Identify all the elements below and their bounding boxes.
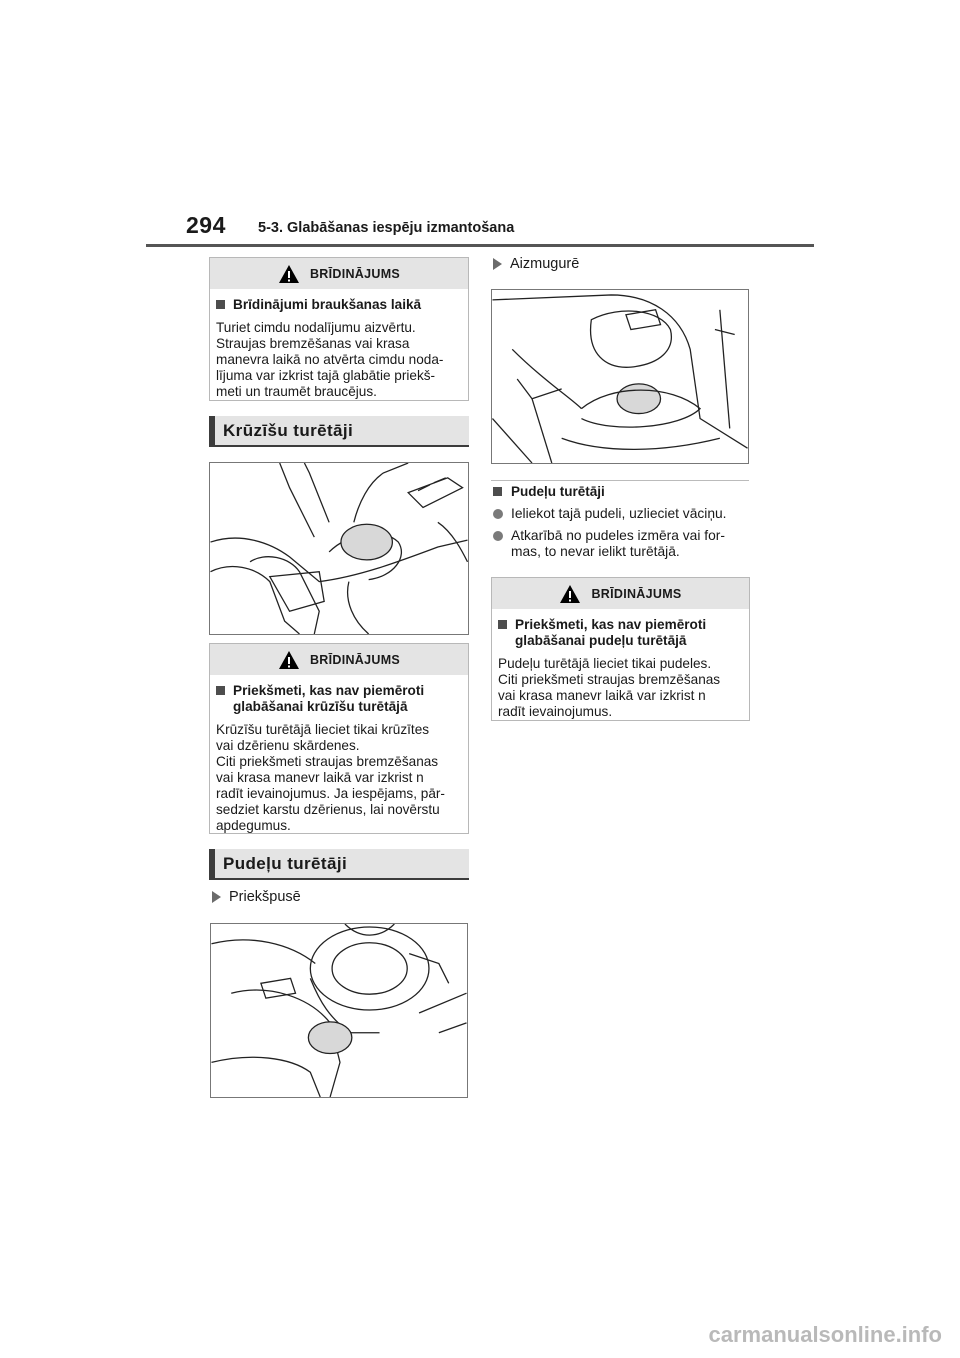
figure-cup-holders (209, 462, 469, 635)
figure-rear-bottle-holder (491, 289, 749, 464)
warning-box-bottle-holders (491, 577, 750, 721)
bullet-insert-bottle: Ieliekot tajā pudeli, uzlieciet vāciņu. (493, 506, 727, 522)
label-rear: Aizmugurē (493, 256, 579, 272)
section-heading-cup-holders: Krūzīšu turētāji (209, 416, 469, 447)
section-title: 5-3. Glabāšanas iespēju izmantošana (258, 220, 515, 236)
warning-label: BRĪDINĀJUMS (309, 652, 401, 667)
warning-subtitle: Priekšmeti, kas nav piemēroti glabāšanai pudeļu turētājā (498, 617, 743, 649)
arrow-right-icon (493, 258, 502, 270)
section-heading-bottle-holders: Pudeļu turētāji (209, 849, 469, 880)
watermark: carmanualsonline.info (708, 1322, 942, 1347)
warning-text: Krūzīšu turētājā lieciet tikai krūzītes vai dzērienu skārdenes. Citi priekšmeti straujas bremzēšanas vai krasa manevr laikā var izkrist n radīt ievainojumus. Ja iespējams, pār- sedziet karstu dzērienus, lai novērstu apdegumus. (216, 722, 445, 833)
warning-subtitle: Priekšmeti, kas nav piemēroti glabāšanai krūzīšu turētājā (216, 683, 462, 715)
warning-header (492, 578, 749, 609)
round-bullet-icon (493, 531, 503, 541)
square-bullet-icon (498, 620, 507, 629)
figure-front-bottle-holder (210, 923, 468, 1098)
square-bullet-icon (216, 300, 225, 309)
warning-triangle-icon (278, 650, 300, 670)
warning-header (210, 644, 468, 675)
square-bullet-icon (216, 686, 225, 695)
warning-label: BRĪDINĀJUMS (309, 266, 401, 281)
warning-label: BRĪDINĀJUMS (591, 586, 682, 601)
warning-text: Pudeļu turētājā lieciet tikai pudeles. Citi priekšmeti straujas bremzēšanas vai krasa manevr laikā var izkrist n radīt ievainojumus. (498, 656, 721, 719)
warning-triangle-icon (278, 264, 300, 284)
warning-box-cup-holders (209, 643, 469, 834)
subheading-bottle-holders: Pudeļu turētāji (493, 484, 605, 499)
header-rule (146, 244, 814, 247)
label-front: Priekšpusē (212, 889, 301, 905)
warning-subtitle: Brīdinājumi braukšanas laikā (216, 297, 462, 313)
warning-triangle-icon (559, 584, 581, 604)
bullet-bottle-size: Atkarībā no pudeles izmēra vai for- mas, to nevar ielikt turētājā. (493, 528, 725, 560)
arrow-right-icon (212, 891, 221, 903)
square-bullet-icon (493, 487, 502, 496)
page-number: 294 (186, 212, 226, 238)
warning-header (210, 258, 468, 289)
warning-box-glovebox (209, 257, 469, 401)
divider (491, 480, 749, 481)
warning-text: Turiet cimdu nodalījumu aizvērtu. Straujas bremzēšanas vai krasa manevra laikā no atvērta cimdu noda- lījuma var izkrist tajā glabātie priekš- meti un traumēt braucējus. (216, 320, 444, 399)
round-bullet-icon (493, 509, 503, 519)
